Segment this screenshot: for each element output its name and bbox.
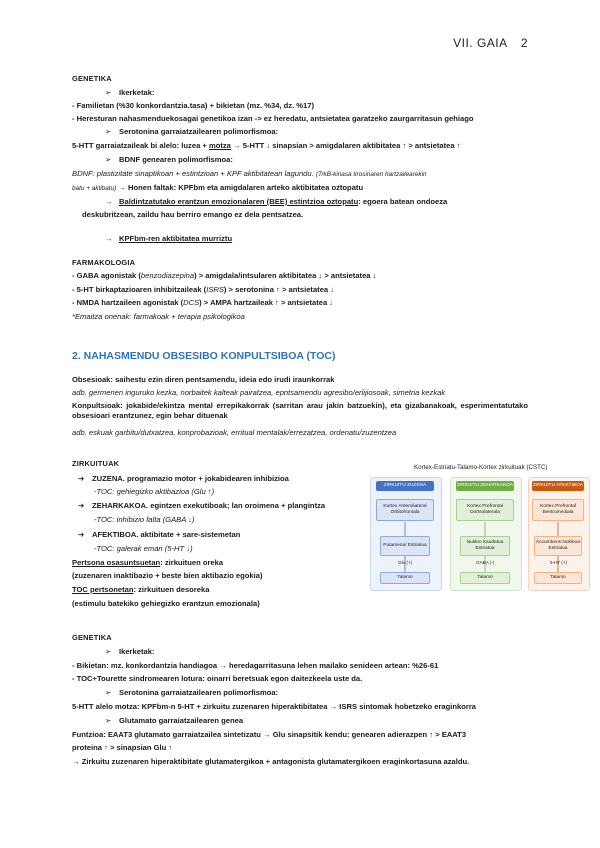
cortex-zeharkakoa: Kortex Prefrontal Dortsolaterala [456,499,514,521]
obsesioak-example: adb. germenen inguruko kezka, norbaitek kalteak pairatzea, epntsamendu agresibo/erlijiosoak, simetria kezkak [72,388,446,397]
genetika-line-1: - Familietan (%30 konkordantzia.tasa) + bikietan (mz. %34, dz. %17) [72,101,315,110]
page-number: 2 [520,36,528,50]
bottom-afektiboa: Talamo [534,572,582,584]
genetika-heading: GENETIKA [72,74,112,83]
header-zeharkakoa: ZIRKUITU ZEHARKAKOA [456,481,514,491]
chapter-title: VII. GAIA [453,36,507,50]
zirkuituak-heading: ZIRKUITUAK [72,459,120,468]
glu-line-3: → Zirkuitu zuzenaren hiperaktibitate glutamatergikoa + antagonista glutamatergikoen eraginkortasuna azaldu. [72,757,470,766]
sero-label: ➢ Serotonina garraiatzailearen polimorfismoa: [105,127,279,136]
zirkuitu-zeharkakoa: ➔ ZEHARKAKOA. egintzen exekutiboak; lan oroimena + plangintza [78,501,326,510]
farmako-line-3: - NMDA hartzaileen agonistak (DCS) > AMPA hartzaileak ↑ > antsietatea ↓ [72,298,334,307]
bottom-zuzena: Talamo [380,572,430,584]
nt-zuzena: Glu (+) [398,560,413,565]
glu-line-1: Funtzioa: EAAT3 glutamato garraiatzailea sintetizatu → Glu sinapsitik kendu: genearen adierazpen ↑ > EAAT3 [72,730,467,739]
diagram-title: Kortex-Estriatu-Talamo-Kortex zirkuituak (CSTC) [414,464,548,471]
farmako-heading: FARMAKOLOGIA [72,258,136,267]
bottom-zeharkakoa: Talamo [460,572,510,584]
genetika2-heading: GENETIKA [72,633,112,642]
sero-line: 5-HTT garraiatzaileak bi alelo: luzea + motza → 5-HTT ↓ sinapsian > amigdalaren aktibitatea ↑ > antsietatea ↑ [72,141,461,150]
genetika2-line-2: - TOC+Tourette sindromearen lotura: oinarri beretsuak egon daitezkeela uste da. [72,674,363,683]
bee-line-2: deskubritzean, zaildu hau berriro emango ez dela pentsatzea. [82,210,304,219]
nt-afektiboa: 5-HT (+) [550,560,568,565]
toc-pertsonak: TOC pertsonetan: zirkuituen desoreka [72,585,210,594]
genetika2-line-1: - Bikietan: mz. konkordantzia handiagoa → heredagarritasuna lehen mailako senideen artean: %26-61 [72,661,439,670]
zirkuitu-zeharkakoa-toc: -TOC: inhibizio falta (GABA ↓) [94,515,195,524]
bdnf-label: ➢ BDNF genearen polimorfismoa: [105,155,233,164]
sero2-label: ➢ Serotonina garraiatzailearen polimorfismoa: [105,688,279,697]
ikerketak2-label: ➢ Ikerketak: [105,647,155,656]
zirkuitu-zuzena-toc: -TOC: gehiegizko aktibazioa (Glu ↑) [94,487,215,496]
pertsona-osasuntsuak: Pertsona osasuntsuetan: zirkuituen oreka [72,558,224,567]
sero2-line: 5-HTT alelo motza: KPFbm-n 5-HT + zirkuitu zuzenaren hiperaktibitatea → ISRS sintomak hobetzeko eraginkorra [72,702,477,711]
pertsona-osasuntsuak-2: (zuzenaren inaktibazio + beste bien aktibazio egokia) [72,571,263,580]
bdnf-line-2: batu + aktibatu) → Honen faltak: KPFbm eta amigdalaren arteko aktibitatea oztopatu [72,183,364,192]
zirkuitu-zuzena: ➔ ZUZENA. programazio motor + jokabidearen inhibizioa [78,474,289,483]
farmako-note: *Emaitza onenak: farmakoak + terapia psikologikoa [72,312,245,321]
cortex-afektiboa: Kortex Prefrontal Bentromediala [532,499,584,521]
zirkuitu-afektiboa: ➔ AFEKTIBOA. aktibitate + sare-sistemetan [78,530,241,539]
farmako-line-1: - GABA agonistak (benzodiazepina) > amigdala/intsularen aktibitatea ↓ > antsietatea ↓ [72,271,377,280]
middle-zuzena: Putamena/ Estriatua [380,536,430,556]
header-zuzena: ZIRKUITU ZUZENA [376,481,434,491]
konpultsioak-text: Konpultsioak: jokabide/ekintza mental errepikakorrak (sarritan arau jakin batzuekin), eta gizabanakoak, esperimentatutako obsesioari erantzunez, egin behar dituenak [72,401,528,420]
genetika-line-2: - Heresturan nahasmenduekosagai genetikoa izan -> ez heredatu, antsietatea garatzeko zaurgarritasun gehiago [72,114,474,123]
toc-pertsonak-2: (estimulu batekiko gehiegizko erantzun emozionala) [72,599,260,608]
obsesioak-line: Obsesioak: saihestu ezin diren pentsamendu, ideia edo irudi iraunkorrak [72,375,335,384]
glu-label: ➢ Glutamato garraiatzailearen genea [105,716,244,725]
bdnf-line: BDNF: plastizitate sinaptikoan + estintzioan + KPF aktibitatean lagundu. (TrkB-kinasa tirosinaren hartzailearekin [72,169,427,178]
bee-line: → Baldintzatutako erantzun emozionalaren (BEE) estintzioa oztopatu: egoera batean ondoeza [105,197,448,206]
nt-zeharkakoa: GABA (-) [476,560,495,565]
ikerketak-label: ➢ Ikerketak: [105,88,155,97]
konpultsioak-example: adb. eskuak garbitu/dutxatzea, konprobazioak, erritual mentalak/errezatzea, ordenatu/zuzentzea [72,428,397,437]
header-afektiboa: ZIRKUITU AFEKTIBOA [532,481,584,491]
farmako-line-2: - 5-HT birkaptazioaren inhibitzaileak (ISRS) > serotonina ↑ > antsietatea ↓ [72,285,335,294]
middle-afektiboa: Accumbens Nukleoa Estriatua [534,536,582,556]
toc-heading: 2. NAHASMENDU OBSESIBO KONPULTSIBOA (TOC) [72,350,336,362]
glu-line-2: proteina ↑ > sinapsian Glu ↑ [72,743,173,752]
middle-zeharkakoa: Nukleo Kaudatua Estriatua [460,536,510,556]
cortex-zuzena: Kortex Anteroliateral Orbitofrontala [376,499,434,521]
zirkuitu-afektiboa-toc: -TOC: galerak eman (5-HT ↓) [94,544,193,553]
kpf-line: → KPFbm-ren aktibitatea murriztu [105,234,233,243]
